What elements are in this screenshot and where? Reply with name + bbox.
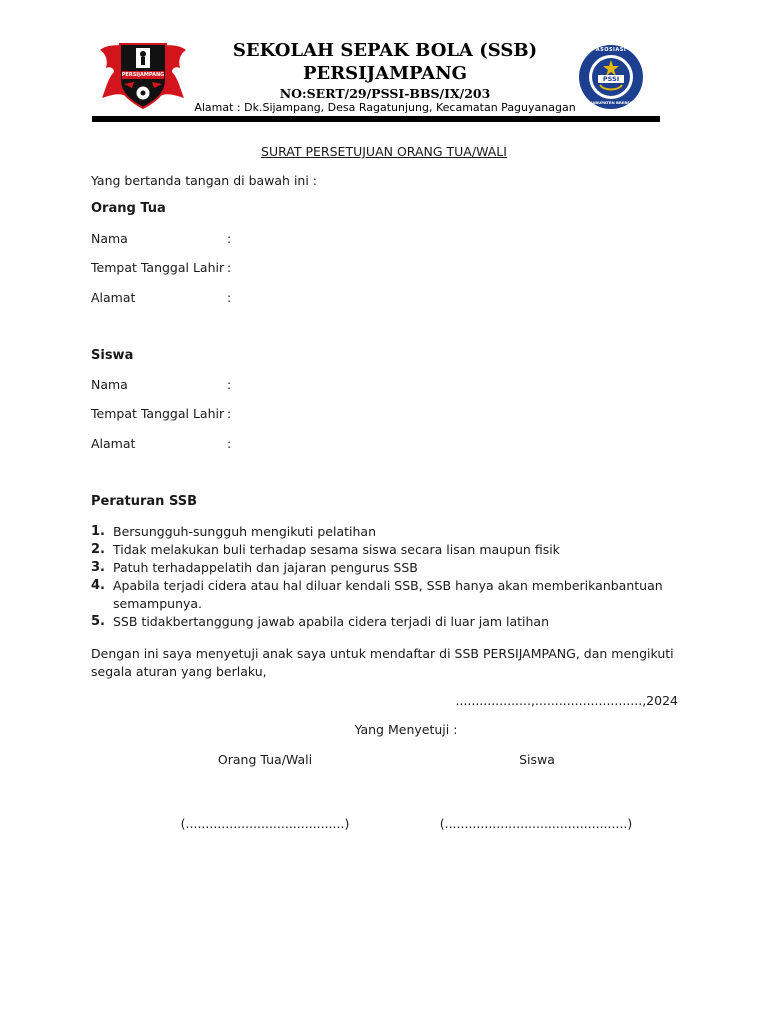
club-logo	[98, 38, 188, 110]
certificate-number: NO:SERT/29/PSSI-BBS/IX/203	[279, 86, 491, 101]
parent-name-label: Nama	[91, 231, 128, 246]
rule-text: SSB tidakbertanggung jawab apabila cidera terjadi di luar jam latihan	[113, 614, 550, 629]
parent-name-colon: :	[227, 231, 232, 246]
pssi-logo-text: PSSI	[602, 75, 620, 83]
rules-list	[91, 523, 681, 631]
pssi-logo-ring-top: ASOSIASI	[595, 47, 627, 53]
approver-label: Yang Menyetuji :	[354, 722, 458, 737]
rule-number: 4.	[91, 578, 105, 593]
pssi-logo-ring-bottom: KABUPATEN BREBES	[589, 100, 633, 105]
rule-number: 2.	[91, 542, 105, 557]
parent-heading: Orang Tua	[91, 201, 166, 216]
parent-birth-colon: :	[227, 260, 232, 275]
student-signature-line: (..............................................)	[439, 816, 633, 831]
rule-number: 1.	[91, 524, 105, 539]
date-line: ...................,...........................,2024	[455, 693, 678, 708]
rule-text: Bersungguh-sungguh mengikuti pelatihan	[113, 524, 376, 539]
rule-item	[91, 559, 681, 577]
student-address-label: Alamat	[91, 436, 136, 451]
rules-heading: Peraturan SSB	[91, 494, 198, 509]
student-birth-label: Tempat Tanggal Lahir	[91, 406, 225, 421]
school-name: SEKOLAH SEPAK BOLA (SSB)	[232, 40, 538, 61]
rule-number: 3.	[91, 560, 105, 575]
student-address-colon: :	[227, 436, 232, 451]
address-line: Alamat : Dk.Sijampang, Desa Ragatunjung, Kecamatan Paguyanagan	[194, 101, 576, 114]
rule-item	[91, 577, 681, 613]
student-name-colon: :	[227, 377, 232, 392]
agreement-text: Dengan ini saya menyetuji anak saya untuk mendaftar di SSB PERSIJAMPANG, dan mengikuti segala aturan yang berlaku,	[91, 646, 674, 679]
student-heading: Siswa	[91, 348, 134, 363]
header-divider-thick	[92, 116, 660, 122]
rule-text: Patuh terhadappelatih dan jajaran pengurus SSB	[113, 560, 418, 575]
rule-number: 5.	[91, 614, 105, 629]
parent-address-colon: :	[227, 290, 232, 305]
pssi-logo	[578, 44, 644, 110]
rule-item	[91, 541, 681, 559]
club-name: PERSIJAMPANG	[302, 63, 468, 84]
parent-birth-label: Tempat Tanggal Lahir	[91, 260, 225, 275]
student-signature-label: Siswa	[519, 752, 555, 767]
student-name-label: Nama	[91, 377, 128, 392]
parent-signature-line: (........................................)	[180, 816, 350, 831]
rule-text: Tidak melakukan buli terhadap sesama siswa secara lisan maupun fisik	[113, 542, 560, 557]
document-title: SURAT PERSETUJUAN ORANG TUA/WALI	[261, 144, 507, 159]
student-birth-colon: :	[227, 406, 232, 421]
club-logo-text: PERSIJAMPANG	[121, 72, 165, 78]
parent-address-label: Alamat	[91, 290, 136, 305]
rule-text: Apabila terjadi cidera atau hal diluar kendali SSB, SSB hanya akan memberikanbantuan semampunya.	[113, 578, 663, 611]
intro-text: Yang bertanda tangan di bawah ini :	[91, 173, 318, 188]
parent-signature-label: Orang Tua/Wali	[217, 752, 313, 767]
rule-item	[91, 613, 681, 631]
rule-item	[91, 523, 681, 541]
